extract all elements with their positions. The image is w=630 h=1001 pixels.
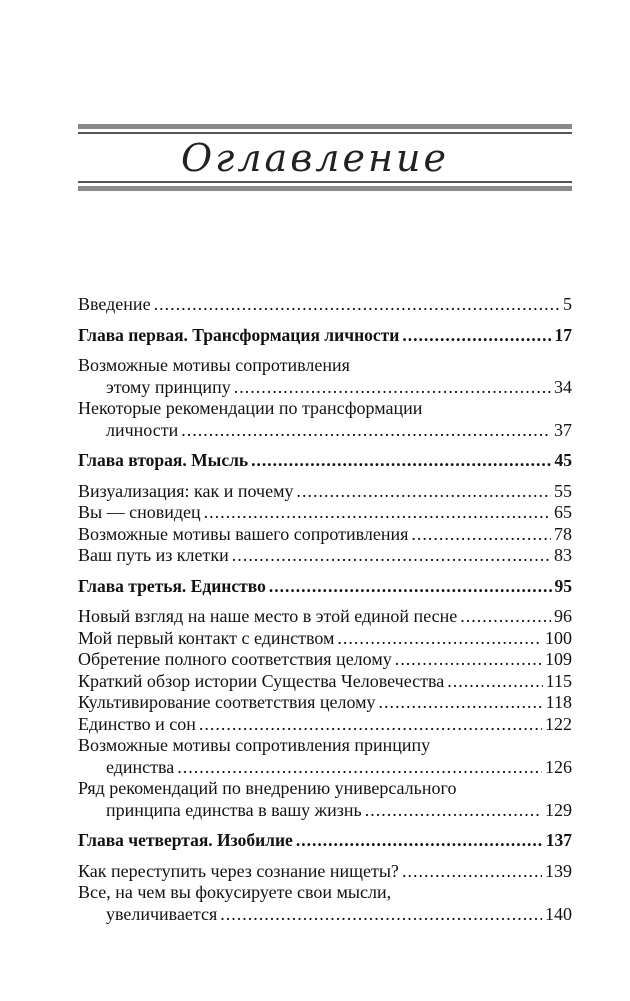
toc-chapter-4[interactable] [78,830,572,852]
toc-page-number: 5 [563,294,572,314]
dot-leader [402,861,542,883]
toc-page-number: 100 [545,627,572,648]
toc-entry-text: Визуализация: как и почему [78,480,294,501]
dot-leader [460,606,551,628]
page-title: Оглавление [180,136,449,180]
toc-entry-text: Возможные мотивы вашего сопротивления [78,523,409,544]
dot-leader [181,420,551,442]
toc-entry-text-continued: единства [106,756,175,777]
toc-page-number: 137 [545,830,572,850]
toc-page-number: 95 [554,575,572,596]
toc-entry-text: Некоторые рекомендации по трансформации [78,398,423,418]
dot-leader [220,904,542,926]
toc-entry[interactable] [78,545,572,567]
toc-entry-text-continued: личности [106,419,179,440]
dot-leader [177,757,542,779]
toc-page-number: 34 [554,376,572,397]
toc-entry-text: Возможные мотивы сопротивления [78,355,350,375]
toc-page-number: 129 [545,799,572,820]
toc-entry-text: Возможные мотивы сопротивления принципу [78,735,431,755]
toc-entry[interactable] [78,649,572,671]
toc-entry[interactable] [78,861,572,883]
dot-leader [402,325,551,347]
chapter-title: Глава вторая. Мысль [78,450,249,470]
dot-leader [379,692,543,714]
title-rule-top [78,124,572,134]
dot-leader [411,524,551,546]
dot-leader [232,545,551,567]
chapter-title: Глава третья. Единство [78,575,266,596]
toc-page-number: 139 [545,860,572,881]
toc-page-number: 65 [554,502,572,522]
toc-entry[interactable] [78,355,572,398]
dot-leader [296,481,551,503]
toc-entry[interactable] [78,628,572,650]
dot-leader [447,671,542,693]
toc-entry-intro[interactable] [78,294,572,316]
dot-leader [154,294,560,316]
toc-chapter-2[interactable] [78,450,572,472]
toc-page-number: 126 [545,756,572,777]
dot-leader [395,649,542,671]
toc-page-number: 122 [545,713,572,734]
toc-entry-text: Все, на чем вы фокусируете свои мысли, [78,882,392,902]
toc-page-number: 83 [554,545,572,565]
toc-entry-text: Мой первый контакт с единством [78,627,335,648]
toc-entry-text-continued: увеличивается [106,903,218,924]
dot-leader [269,576,552,598]
toc-page-number: 109 [545,649,572,669]
table-of-contents [78,294,572,925]
chapter-title: Глава четвертая. Изобилие [78,830,293,850]
dot-leader [251,450,551,472]
toc-entry-text: Единство и сон [78,713,196,734]
toc-entry[interactable] [78,735,572,778]
toc-page-number: 78 [554,523,572,544]
toc-entry-text: Ваш путь из клетки [78,545,229,565]
dot-leader [204,502,551,524]
toc-entry-text: Вы — сновидец [78,502,201,522]
toc-entry-text: Краткий обзор истории Существа Человечества [78,670,445,691]
toc-page-number: 17 [554,324,572,345]
dot-leader [199,714,542,736]
toc-entry[interactable] [78,606,572,628]
dot-leader [234,377,551,399]
toc-entry[interactable] [78,778,572,821]
dot-leader [296,830,543,852]
toc-page-number: 45 [554,450,572,470]
chapter-title: Глава первая. Трансформация личности [78,324,400,345]
dot-leader [365,800,542,822]
toc-page-number: 55 [554,480,572,501]
toc-page-number: 96 [554,606,572,626]
toc-entry-text: Как переступить через сознание нищеты? [78,860,399,881]
toc-entry-text: Обретение полного соответствия целому [78,649,392,669]
toc-entry-text-continued: этому принципу [106,376,231,397]
toc-chapter-1[interactable] [78,325,572,347]
title-rule-bottom [78,181,572,191]
toc-entry[interactable] [78,481,572,503]
toc-entry[interactable] [78,882,572,925]
toc-entry[interactable] [78,524,572,546]
toc-page-number: 115 [545,670,572,691]
toc-entry[interactable] [78,692,572,714]
toc-entry-text: Новый взгляд на наше место в этой единой песне [78,606,458,626]
toc-entry-text-continued: принципа единства в вашу жизнь [106,799,362,820]
toc-entry-text: Ряд рекомендаций по внедрению универсального [78,778,457,798]
toc-page-number: 140 [545,903,572,924]
toc-page-number: 37 [554,419,572,440]
toc-entry[interactable] [78,398,572,441]
toc-page-number: 118 [545,692,572,712]
toc-entry[interactable] [78,671,572,693]
toc-entry-text: Культивирование соответствия целому [78,692,376,712]
toc-entry[interactable] [78,502,572,524]
toc-chapter-3[interactable] [78,576,572,598]
toc-entry[interactable] [78,714,572,736]
toc-entry-text: Введение [78,294,151,314]
dot-leader [337,628,542,650]
